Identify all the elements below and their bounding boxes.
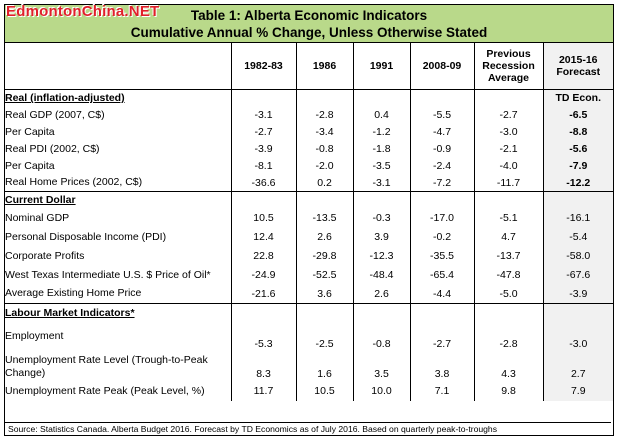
empty-cell bbox=[296, 192, 353, 209]
header-col-1986: 1986 bbox=[296, 43, 353, 90]
empty-cell bbox=[296, 90, 353, 107]
value-cell: -52.5 bbox=[296, 266, 353, 285]
value-cell: -2.4 bbox=[410, 158, 474, 175]
value-cell: 9.8 bbox=[474, 382, 543, 401]
value-cell: -3.4 bbox=[296, 124, 353, 141]
value-cell: -48.4 bbox=[353, 266, 410, 285]
forecast-value-cell: -12.2 bbox=[543, 175, 613, 192]
header-col-1991: 1991 bbox=[353, 43, 410, 90]
row-label: Real GDP (2007, C$) bbox=[5, 108, 105, 121]
value-cell: 7.1 bbox=[410, 382, 474, 401]
value-cell: -0.8 bbox=[353, 322, 410, 352]
forecast-value-cell: -16.1 bbox=[543, 209, 613, 228]
section-heading-row bbox=[5, 304, 613, 322]
value-cell: 10.0 bbox=[353, 382, 410, 401]
empty-cell bbox=[231, 304, 296, 322]
value-cell: -2.8 bbox=[474, 322, 543, 352]
row-label: Average Existing Home Price bbox=[5, 287, 142, 300]
value-cell: 0.2 bbox=[296, 175, 353, 192]
value-cell: -0.8 bbox=[296, 141, 353, 158]
row-label: Real Home Prices (2002, C$) bbox=[5, 176, 143, 189]
row-label: Unemployment Rate Level (Trough-to-Peak Change) bbox=[5, 353, 208, 379]
value-cell: -2.5 bbox=[296, 322, 353, 352]
value-cell: -17.0 bbox=[410, 209, 474, 228]
empty-cell bbox=[231, 90, 296, 107]
value-cell: -4.4 bbox=[410, 285, 474, 304]
value-cell: 3.9 bbox=[353, 228, 410, 247]
empty-cell bbox=[410, 304, 474, 322]
value-cell: -29.8 bbox=[296, 247, 353, 266]
row-label: Per Capita bbox=[5, 159, 55, 172]
value-cell: -1.2 bbox=[353, 124, 410, 141]
value-cell: 2.6 bbox=[353, 285, 410, 304]
value-cell: 3.8 bbox=[410, 352, 474, 382]
forecast-value-cell: -67.6 bbox=[543, 266, 613, 285]
value-cell: -65.4 bbox=[410, 266, 474, 285]
value-cell: -11.7 bbox=[474, 175, 543, 192]
value-cell: -3.5 bbox=[353, 158, 410, 175]
value-cell: -4.7 bbox=[410, 124, 474, 141]
value-cell: 3.5 bbox=[353, 352, 410, 382]
value-cell: -3.1 bbox=[231, 107, 296, 124]
empty-cell bbox=[474, 304, 543, 322]
value-cell: 4.7 bbox=[474, 228, 543, 247]
forecast-value-cell: -58.0 bbox=[543, 247, 613, 266]
value-cell: -3.0 bbox=[474, 124, 543, 141]
row-label: West Texas Intermediate U.S. $ Price of Oil* bbox=[5, 268, 211, 281]
value-cell: -5.5 bbox=[410, 107, 474, 124]
value-cell: -13.5 bbox=[296, 209, 353, 228]
forecast-value-cell: -3.9 bbox=[543, 285, 613, 304]
table-row bbox=[5, 141, 613, 158]
value-cell: 3.6 bbox=[296, 285, 353, 304]
header-col-1982-83: 1982-83 bbox=[231, 43, 296, 90]
empty-cell bbox=[474, 90, 543, 107]
section-heading-row bbox=[5, 192, 613, 209]
header-col-previous-recession: Previous Recession Average bbox=[474, 43, 543, 90]
value-cell: -5.0 bbox=[474, 285, 543, 304]
section-heading-cell bbox=[5, 192, 231, 209]
row-label: Nominal GDP bbox=[5, 211, 70, 224]
table-row bbox=[5, 382, 613, 401]
value-cell: -3.9 bbox=[231, 141, 296, 158]
indicators-table bbox=[5, 43, 613, 401]
value-cell: -2.7 bbox=[231, 124, 296, 141]
value-cell: 2.6 bbox=[296, 228, 353, 247]
section-heading-note bbox=[543, 192, 613, 209]
section-heading: Current Dollar bbox=[5, 194, 76, 207]
value-cell: 22.8 bbox=[231, 247, 296, 266]
value-cell: -0.3 bbox=[353, 209, 410, 228]
row-label: Real PDI (2002, C$) bbox=[5, 142, 100, 155]
table-row bbox=[5, 107, 613, 124]
row-label: Per Capita bbox=[5, 125, 55, 138]
value-cell: -2.8 bbox=[296, 107, 353, 124]
table-body bbox=[5, 90, 613, 401]
value-cell: -5.3 bbox=[231, 322, 296, 352]
forecast-value-cell: -5.6 bbox=[543, 141, 613, 158]
empty-cell bbox=[231, 192, 296, 209]
row-label: Corporate Profits bbox=[5, 249, 85, 262]
table-row bbox=[5, 124, 613, 141]
header-row bbox=[5, 43, 613, 90]
forecast-value-cell: -8.8 bbox=[543, 124, 613, 141]
table-row bbox=[5, 285, 613, 304]
header-label-cell bbox=[5, 43, 231, 90]
value-cell: -35.5 bbox=[410, 247, 474, 266]
table-row bbox=[5, 247, 613, 266]
table-row bbox=[5, 322, 613, 352]
value-cell: -5.1 bbox=[474, 209, 543, 228]
section-heading-cell bbox=[5, 304, 231, 322]
table-row bbox=[5, 266, 613, 285]
empty-cell bbox=[353, 192, 410, 209]
section-heading-cell bbox=[5, 90, 231, 107]
forecast-value-cell: -5.4 bbox=[543, 228, 613, 247]
value-cell: -1.8 bbox=[353, 141, 410, 158]
empty-cell bbox=[353, 90, 410, 107]
empty-cell bbox=[410, 90, 474, 107]
table-row bbox=[5, 352, 613, 382]
section-heading-note: TD Econ. bbox=[543, 90, 613, 107]
table-title: Table 1: Alberta Economic Indicators bbox=[190, 8, 428, 23]
section-heading-row bbox=[5, 90, 613, 107]
empty-cell bbox=[296, 304, 353, 322]
empty-cell bbox=[353, 304, 410, 322]
value-cell: -2.0 bbox=[296, 158, 353, 175]
source-note: Source: Statistics Canada. Alberta Budget 2016. Forecast by TD Economics as of July 2016. Based on quarterly peak-to-troughs bbox=[5, 422, 611, 436]
row-label: Unemployment Rate Peak (Peak Level, %) bbox=[5, 384, 205, 397]
row-label: Personal Disposable Income (PDI) bbox=[5, 230, 167, 243]
empty-cell bbox=[410, 192, 474, 209]
value-cell: -47.8 bbox=[474, 266, 543, 285]
value-cell: -2.7 bbox=[474, 107, 543, 124]
value-cell: -2.1 bbox=[474, 141, 543, 158]
value-cell: 10.5 bbox=[231, 209, 296, 228]
value-cell: 1.6 bbox=[296, 352, 353, 382]
watermark-logo: EdmontonChina.NET bbox=[6, 3, 160, 20]
value-cell: -2.7 bbox=[410, 322, 474, 352]
value-cell: -36.6 bbox=[231, 175, 296, 192]
value-cell: 8.3 bbox=[231, 352, 296, 382]
value-cell: -13.7 bbox=[474, 247, 543, 266]
table-row bbox=[5, 175, 613, 192]
value-cell: -3.1 bbox=[353, 175, 410, 192]
header-col-2008-09: 2008-09 bbox=[410, 43, 474, 90]
value-cell: -8.1 bbox=[231, 158, 296, 175]
row-label: Employment bbox=[5, 330, 64, 342]
table-row bbox=[5, 158, 613, 175]
table-row bbox=[5, 209, 613, 228]
forecast-value-cell: -6.5 bbox=[543, 107, 613, 124]
section-heading: Labour Market Indicators* bbox=[5, 306, 135, 319]
section-heading: Real (inflation-adjusted) bbox=[5, 92, 125, 105]
value-cell: 11.7 bbox=[231, 382, 296, 401]
forecast-value-cell: 7.9 bbox=[543, 382, 613, 401]
forecast-value-cell: -7.9 bbox=[543, 158, 613, 175]
value-cell: 4.3 bbox=[474, 352, 543, 382]
value-cell: -0.9 bbox=[410, 141, 474, 158]
value-cell: -0.2 bbox=[410, 228, 474, 247]
header-col-forecast: 2015-16 Forecast bbox=[543, 43, 613, 90]
value-cell: -7.2 bbox=[410, 175, 474, 192]
value-cell: -12.3 bbox=[353, 247, 410, 266]
value-cell: 0.4 bbox=[353, 107, 410, 124]
table-subtitle: Cumulative Annual % Change, Unless Otherwise Stated bbox=[130, 25, 488, 40]
forecast-value-cell: -3.0 bbox=[543, 322, 613, 352]
value-cell: 10.5 bbox=[296, 382, 353, 401]
section-heading-note bbox=[543, 304, 613, 322]
value-cell: -4.0 bbox=[474, 158, 543, 175]
forecast-value-cell: 2.7 bbox=[543, 352, 613, 382]
value-cell: 12.4 bbox=[231, 228, 296, 247]
value-cell: -21.6 bbox=[231, 285, 296, 304]
empty-cell bbox=[474, 192, 543, 209]
value-cell: -24.9 bbox=[231, 266, 296, 285]
table-row bbox=[5, 228, 613, 247]
